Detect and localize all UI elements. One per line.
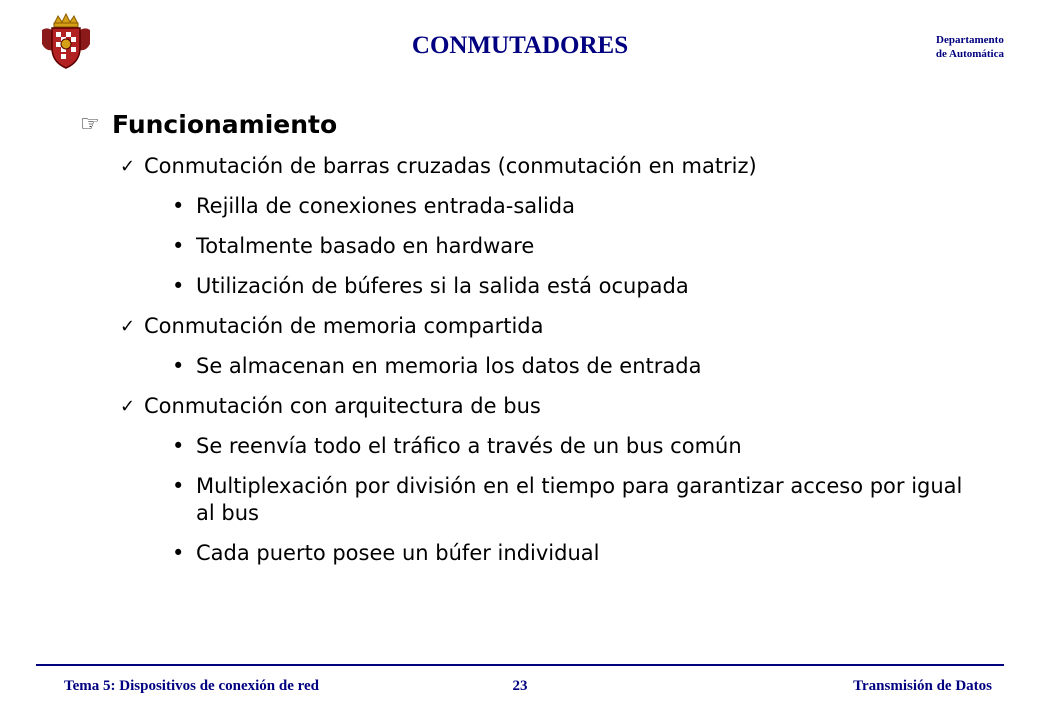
section-heading-text: Funcionamiento <box>112 110 338 139</box>
list-item-level2 <box>172 353 1000 380</box>
department-line-2: de Automática <box>935 48 1004 60</box>
list-item-level2 <box>172 540 1000 567</box>
department-label <box>936 33 1004 61</box>
list-item-text: Conmutación con arquitectura de bus <box>144 394 541 418</box>
list-item-text: Cada puerto posee un búfer individual <box>196 541 600 565</box>
checkmark-icon: ✓ <box>120 396 136 417</box>
list-item-level2 <box>172 473 1000 527</box>
list-item-level1 <box>120 153 1000 180</box>
section-heading <box>80 110 1000 139</box>
slide-title: CONMUTADORES <box>411 32 629 59</box>
list-item-level2 <box>172 273 1000 300</box>
list-item-text: Conmutación de memoria compartida <box>144 314 544 338</box>
footer-course: Transmisión de Datos <box>853 678 992 694</box>
bullet-icon: • <box>172 354 185 378</box>
list-item-level1 <box>120 313 1000 340</box>
bullet-icon: • <box>172 541 185 565</box>
list-item-text: Se almacenan en memoria los datos de entrada <box>196 354 702 378</box>
bullet-icon: • <box>172 474 185 498</box>
slide-content <box>80 110 1000 580</box>
list-item-text: Rejilla de conexiones entrada-salida <box>196 194 576 218</box>
list-item-level2 <box>172 233 1000 260</box>
footer-divider <box>36 664 1004 666</box>
pointing-hand-icon: ☞ <box>80 112 100 137</box>
list-item-text: Se reenvía todo el tráfico a través de un bus común <box>196 434 742 458</box>
page-number: 23 <box>512 678 528 694</box>
list-item-level2 <box>172 193 1000 220</box>
list-item-text: Utilización de búferes si la salida está ocupada <box>196 274 689 298</box>
bullet-icon: • <box>172 234 185 258</box>
checkmark-icon: ✓ <box>120 156 136 177</box>
bullet-icon: • <box>172 274 185 298</box>
bullet-icon: • <box>172 434 185 458</box>
footer-topic: Tema 5: Dispositivos de conexión de red <box>64 678 320 694</box>
department-line-1: Departamento <box>936 34 1004 46</box>
list-item-level1 <box>120 393 1000 420</box>
list-item-text: Multiplexación por división en el tiempo para garantizar acceso por igual al bus <box>196 474 963 525</box>
list-item-text: Conmutación de barras cruzadas (conmutación en matriz) <box>144 154 757 178</box>
bullet-icon: • <box>172 194 185 218</box>
list-item-level2 <box>172 433 1000 460</box>
checkmark-icon: ✓ <box>120 316 136 337</box>
list-item-text: Totalmente basado en hardware <box>196 234 535 258</box>
